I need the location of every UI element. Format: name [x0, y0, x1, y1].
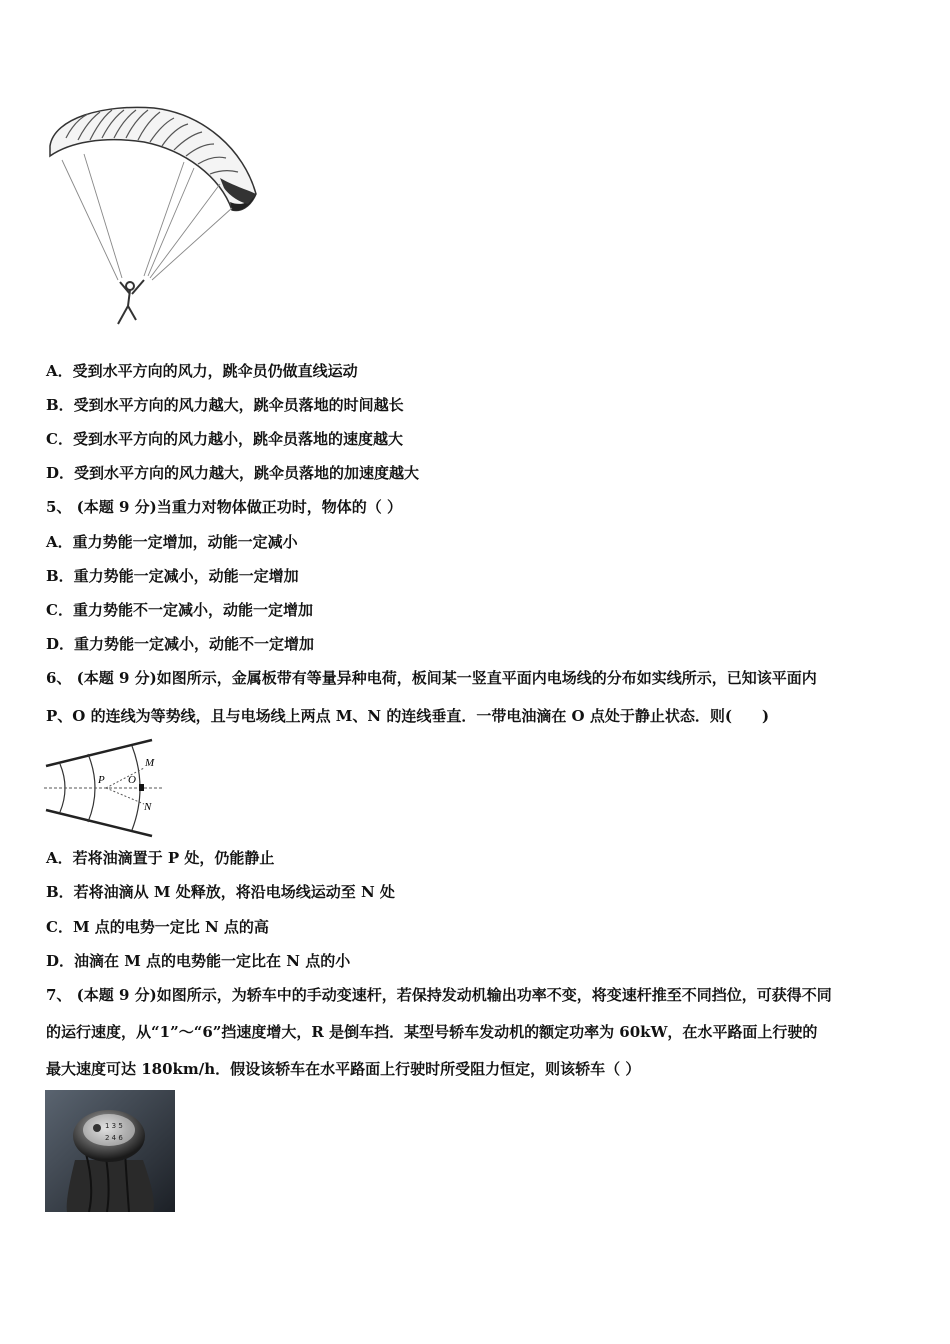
q6-stem-line-1: 6、 (本题 9 分)如图所示，金属板带有等量异种电荷，板间某一竖直平面内电场线的分布如实线所示，已知该平面内: [46, 669, 817, 687]
q5-stem: 5、 (本题 9 分)当重力对物体做正功时，物体的（ ）: [46, 498, 402, 516]
q4-option-d: D．受到水平方向的风力越大，跳伞员落地的加速度越大: [46, 464, 420, 482]
q7-stem-line-2: 的运行速度，从“1”～“6”挡速度增大，R 是倒车挡．某型号轿车发动机的额定功率为 60kW，在水平路面上行驶的: [46, 1023, 818, 1041]
q4-option-a: A．受到水平方向的风力，跳伞员仍做直线运动: [46, 362, 358, 380]
q4-option-c: C．受到水平方向的风力越小，跳伞员落地的速度越大: [46, 430, 403, 448]
q5-option-d: D．重力势能一定减小，动能不一定增加: [46, 635, 315, 653]
q5-option-b: B．重力势能一定减小，动能一定增加: [46, 567, 299, 585]
point-p-label: P: [98, 774, 105, 786]
q4-option-b: B．受到水平方向的风力越大，跳伞员落地的时间越长: [46, 396, 404, 414]
electric-field-diagram: [44, 738, 164, 838]
gear-label-bottom: 2 4 6: [105, 1134, 123, 1142]
q6-option-b: B．若将油滴从 M 处释放，将沿电场线运动至 N 处: [46, 883, 395, 901]
q5-option-a: A．重力势能一定增加，动能一定减小: [46, 533, 298, 551]
gear-label-top: 1 3 5: [105, 1122, 123, 1130]
q6-option-d: D．油滴在 M 点的电势能一定比在 N 点的小: [46, 952, 351, 970]
point-m-label: M: [145, 757, 155, 769]
q6-stem-line-2: P、O 的连线为等势线，且与电场线上两点 M、N 的连线垂直．一带电油滴在 O 点处于静止状态．则( ): [46, 707, 770, 725]
paraglider-figure: [44, 98, 260, 330]
point-n-label: N: [144, 801, 152, 813]
q6-option-c: C．M 点的电势一定比 N 点的高: [46, 918, 269, 936]
point-o-label: O: [128, 774, 136, 786]
q6-option-a: A．若将油滴置于 P 处，仍能静止: [46, 849, 275, 867]
q7-stem-line-3: 最大速度可达 180km/h．假设该轿车在水平路面上行驶时所受阻力恒定，则该轿车（ ）: [46, 1060, 641, 1078]
gear-shift-photo: [45, 1090, 175, 1212]
q7-stem-line-1: 7、 (本题 9 分)如图所示，为轿车中的手动变速杆，若保持发动机输出功率不变，将变速杆推至不同挡位，可获得不同: [46, 986, 832, 1004]
q5-option-c: C．重力势能不一定减小，动能一定增加: [46, 601, 313, 619]
